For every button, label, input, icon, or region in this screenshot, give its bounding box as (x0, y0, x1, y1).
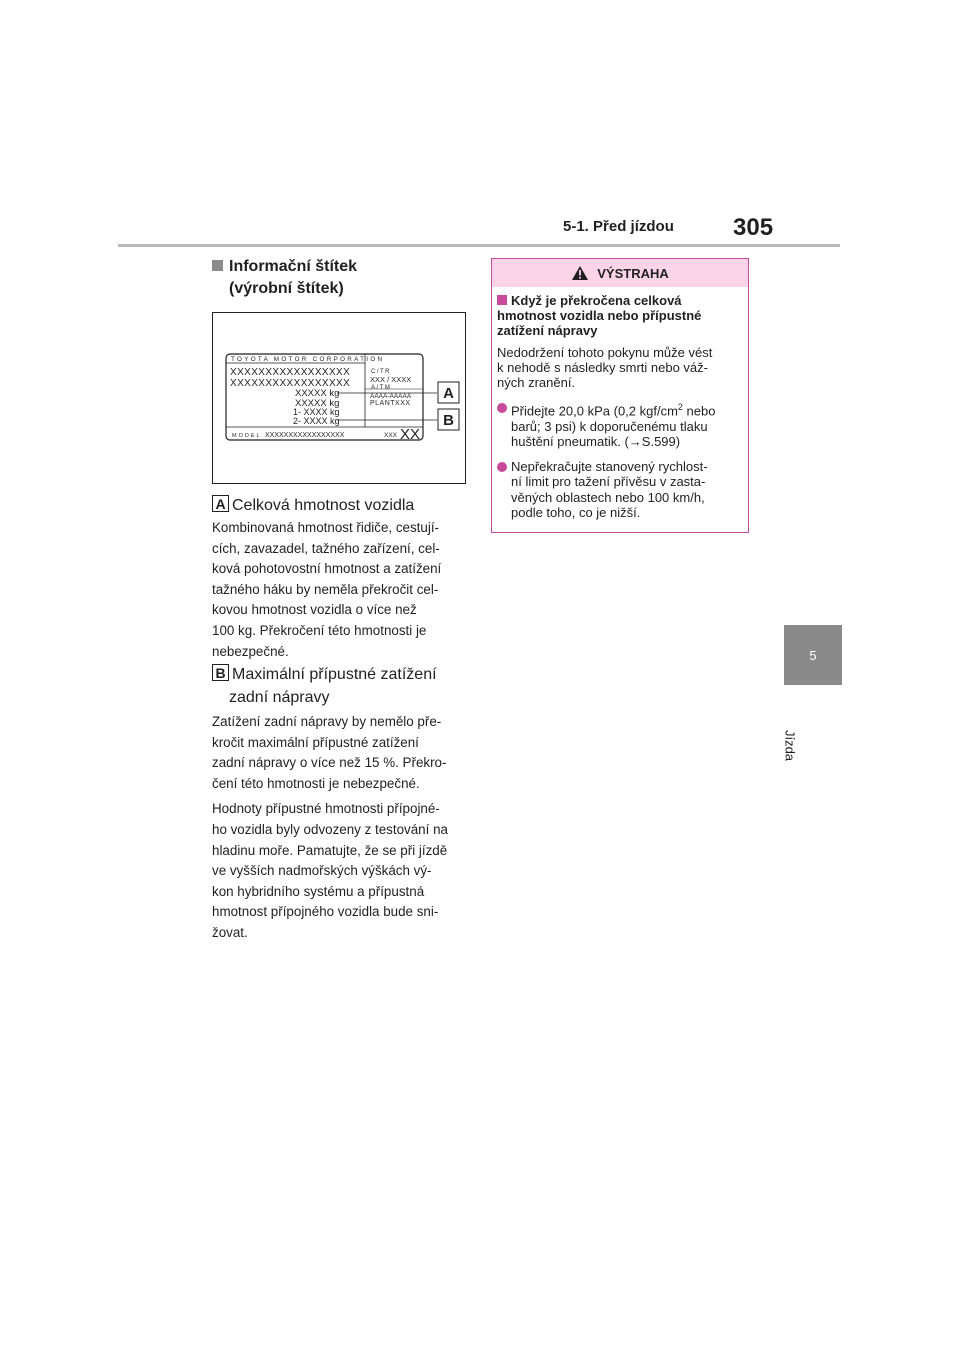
ctr-value: XXX / XXXX (370, 375, 412, 384)
warning-intro: Nedodržení tohoto pokynu může vést k nehodě s následky smrti nebo váž- ných zranění. (497, 344, 713, 391)
square-bullet-icon (497, 295, 507, 305)
plant-code: PLANTXXX (370, 400, 411, 407)
warning-box (491, 258, 749, 533)
warning-body (497, 293, 745, 520)
callout-b-letter: B (443, 412, 454, 429)
bullet-dot-icon (497, 403, 507, 413)
atm-label: A/TM (371, 385, 392, 391)
section-title: 5-1. Před jízdou (563, 218, 674, 235)
code-small: XXX (384, 432, 398, 439)
maker-name: TOYOTA MOTOR CORPORATION (231, 356, 385, 363)
warning-subheading: Když je překročena celková hmotnost vozidla nebo přípustné zatížení nápravy (497, 293, 702, 339)
warning-title: VÝSTRAHA (597, 265, 669, 281)
warning-bullet-1: Přidejte 20,0 kPa (0,2 kgf/$cm^2$ nebo barů; 3 psi) k doporučenému tlaku huštění pneumatik. (→S.599) (497, 400, 745, 449)
warning-triangle-icon (571, 265, 589, 281)
weight-rear-axle: 2- XXXX kg (293, 416, 340, 426)
model-label: MODEL (232, 433, 262, 439)
chapter-number: 5 (809, 647, 817, 663)
vehicle-id-plate-illustration (213, 313, 465, 483)
page-number: 305 (733, 214, 774, 241)
square-bullet-icon (212, 260, 223, 271)
section-heading: Informační štítek (212, 255, 357, 279)
badge-a: A (212, 495, 229, 512)
item-a-text: Kombinovaná hmotnost řidiče, cestují- cích, zavazadel, tažného zařízení, cel- ková pohotovostní hmotnost a zatížení tažného háku by neměla překročit cel- kovou hmotnost vozidla o více než 100 kg. Překročení této hmotnosti je nebezpečné. (212, 520, 442, 659)
header-rule (118, 244, 840, 247)
code-large: XX (400, 426, 421, 443)
vin-line-2: XXXXXXXXXXXXXXXXX (230, 378, 351, 389)
bullet-dot-icon (497, 462, 507, 472)
ctr-label: C/TR (371, 369, 391, 375)
warning-header (492, 259, 748, 287)
section-heading-sub: (výrobní štítek) (229, 280, 344, 297)
chapter-tab-label: Jízda (782, 729, 798, 762)
item-a-heading: A Celková hmotnost vozidla (212, 494, 414, 517)
arrow-right-icon: → (628, 433, 642, 449)
weight-total: XXXXX kg (295, 388, 340, 399)
chapter-tab (784, 625, 842, 685)
item-b-heading: B Maximální přípustné zatížení zadní nápravy (212, 663, 437, 709)
atm-value: AAAA-AAAAA (370, 393, 412, 400)
weight-combined: XXXXX kg (295, 398, 340, 409)
item-b-text: Zatížení zadní nápravy by nemělo pře- kročit maximální přípustné zatížení zadní nápravy o více než 15 %. Překro- čení této hmotnosti je nebezpečné. Hodnoty přípustné hmotnosti přípojné- ho vozidla byly odvozeny z testování na hladinu moře. Pamatujte, že se při jízdě ve vyšších nadmořských výškách vý- kon hybridního systému a přípustná hmotnost přípojného vozidla bude sni- žovat. (212, 714, 448, 940)
badge-b: B (212, 664, 229, 681)
model-value: XXXXXXXXXXXXXXXXX (265, 432, 345, 439)
label-figure (212, 312, 466, 484)
weight-front-axle: 1- XXXX kg (293, 407, 340, 417)
callout-a-letter: A (443, 385, 454, 402)
warning-bullet-2: Nepřekračujte stanovený rychlost- ní limit pro tažení přívěsu v zasta- věných oblastech nebo 100 km/h, podle toho, co je nižší. (497, 459, 745, 520)
vin-line-1: XXXXXXXXXXXXXXXXX (230, 367, 351, 378)
